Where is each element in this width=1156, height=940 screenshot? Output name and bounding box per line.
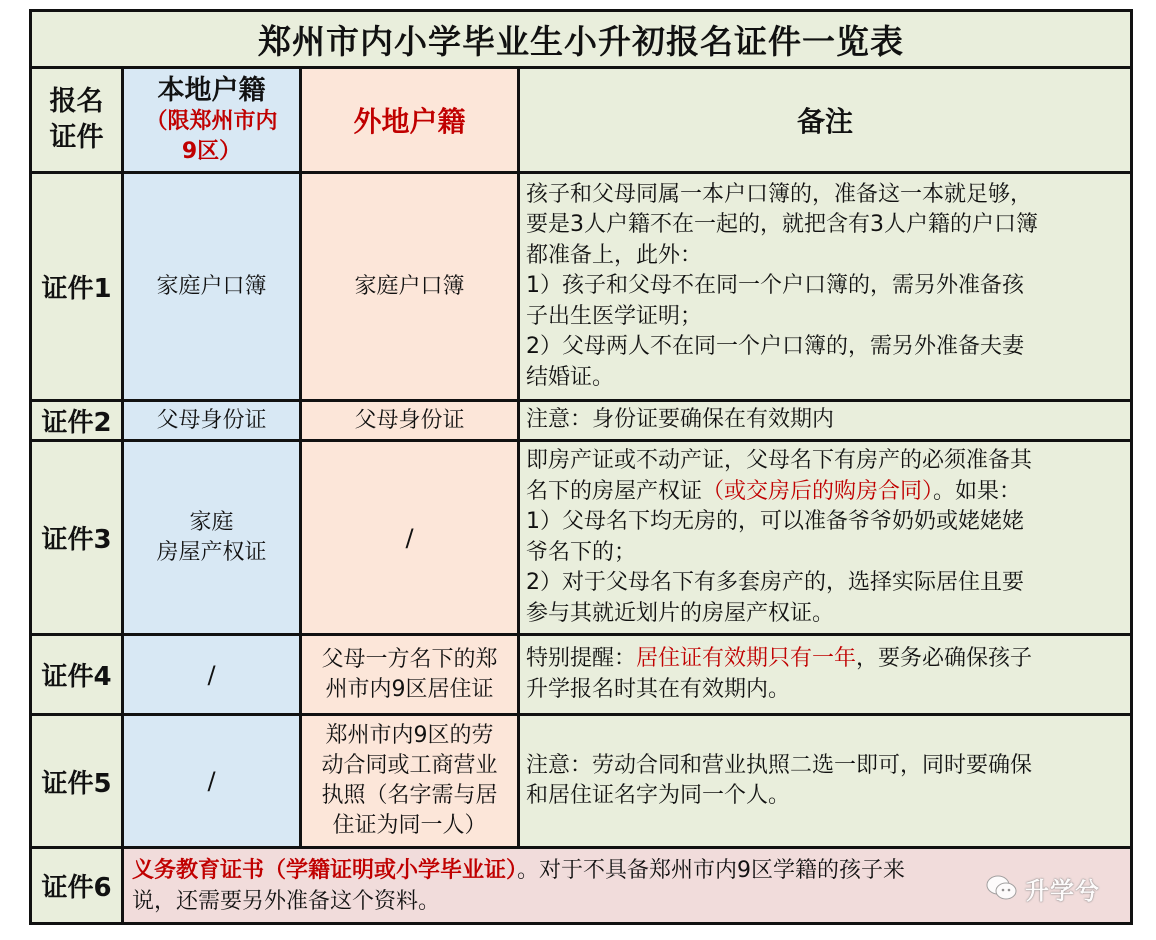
note-line: 参与其就近划片的房屋产权证。 <box>526 600 835 626</box>
outside-line: 父母一方名下的郑 <box>321 646 498 672</box>
table-row <box>31 401 1132 441</box>
note-line <box>132 855 1122 886</box>
header-label-line2: 证件 <box>49 122 104 153</box>
outside-cell <box>301 715 519 848</box>
table-row <box>31 441 1132 635</box>
table-row <box>31 715 1132 848</box>
row-label: 证件5 <box>31 715 123 848</box>
note-line: 升学报名时其在有效期内。 <box>526 676 791 702</box>
outside-cell <box>301 635 519 715</box>
note-line: 1）孩子和父母不在同一个户口簿的，需另外准备孩 <box>526 273 1024 299</box>
note-line: 和居住证名字为同一个人。 <box>526 783 791 808</box>
local-line: 房屋产权证 <box>156 539 267 565</box>
outside-line: 执照（名字需与居 <box>321 783 498 808</box>
row-label: 证件6 <box>31 848 123 924</box>
note-line: 都准备上，此外： <box>526 242 703 268</box>
local-cell-empty: / <box>123 715 301 848</box>
note-cell <box>519 635 1132 715</box>
note-cell <box>519 441 1132 635</box>
row-label: 证件2 <box>31 401 123 441</box>
header-local-hukou <box>123 68 301 173</box>
note-text: 名下的房屋产权证 <box>526 478 703 504</box>
enrollment-documents-table <box>29 9 1130 922</box>
note-cell <box>519 715 1132 848</box>
note-line: 子出生医学证明； <box>526 303 703 329</box>
outside-cell: 父母身份证 <box>301 401 519 441</box>
note-text: 。对于不具备郑州市内9区学籍的孩子来 <box>517 857 906 883</box>
note-highlight: （或交房后的购房合同） <box>702 478 934 504</box>
note-line: 2）父母两人不在同一个户口簿的，需另外准备夫妻 <box>526 334 1024 360</box>
table-row <box>31 848 1132 924</box>
note-line: 要是3人户籍不在一起的，就把含有3人户籍的户口簿 <box>526 212 1038 238</box>
local-cell: 家庭户口簿 <box>123 173 301 401</box>
header-document-label <box>31 68 123 173</box>
note-line: 说，还需要另外准备这个资料。 <box>132 888 441 914</box>
outside-line: 动合同或工商营业 <box>321 753 498 778</box>
note-line: 1）父母名下均无房的，可以准备爷爷奶奶或姥姥姥 <box>526 509 1024 534</box>
local-cell-empty: / <box>123 635 301 715</box>
header-outside-hukou: 外地户籍 <box>301 68 519 173</box>
watermark-text: 升学兮 <box>1025 876 1100 905</box>
table-row <box>31 635 1132 715</box>
note-line: 注意：劳动合同和营业执照二选一即可，同时要确保 <box>526 752 1033 778</box>
note-cell <box>519 173 1132 401</box>
note-highlight: 居住证有效期只有一年 <box>636 646 857 671</box>
table-row <box>31 173 1132 401</box>
local-cell: 父母身份证 <box>123 401 301 441</box>
outside-line: 州市内9区居住证 <box>325 676 494 702</box>
note-cell: 注意：身份证要确保在有效期内 <box>519 401 1132 441</box>
outside-line: 住证为同一人） <box>332 813 487 838</box>
note-line: 结婚证。 <box>526 364 615 390</box>
row-label: 证件3 <box>31 441 123 635</box>
local-line: 家庭 <box>189 509 234 535</box>
local-cell <box>123 441 301 635</box>
outside-cell: 家庭户口簿 <box>301 173 519 401</box>
header-local-sub1: （限郑州市内 <box>145 108 278 134</box>
header-label-line1: 报名 <box>49 86 104 117</box>
header-local-sub2: 9区） <box>181 138 242 164</box>
header-local-title: 本地户籍 <box>157 74 266 106</box>
note-line <box>526 477 1124 508</box>
outside-cell-empty: / <box>301 441 519 635</box>
note-highlight: 义务教育证书（学籍证明或小学毕业证） <box>132 857 518 883</box>
watermark <box>985 868 1125 908</box>
outside-line: 郑州市内9区的劳 <box>325 723 494 748</box>
note-line: 孩子和父母同属一本户口簿的，准备这一本就足够， <box>526 181 1033 207</box>
note-line <box>526 644 1124 675</box>
note-line: 即房产证或不动产证，父母名下有房产的必须准备其 <box>526 448 1033 473</box>
note-text: 。如果： <box>933 478 1022 504</box>
header-note: 备注 <box>519 68 1132 173</box>
wechat-icon <box>985 874 1019 902</box>
merged-note-cell <box>123 848 1132 924</box>
note-line: 爷名下的； <box>526 539 637 565</box>
row-label: 证件4 <box>31 635 123 715</box>
row-label: 证件1 <box>31 173 123 401</box>
note-text: 特别提醒： <box>526 646 637 671</box>
table-title: 郑州市内小学毕业生小升初报名证件一览表 <box>31 11 1132 68</box>
note-line: 2）对于父母名下有多套房产的，选择实际居住且要 <box>526 570 1024 595</box>
note-text: ，要务必确保孩子 <box>856 646 1033 671</box>
header-row <box>31 68 1132 173</box>
